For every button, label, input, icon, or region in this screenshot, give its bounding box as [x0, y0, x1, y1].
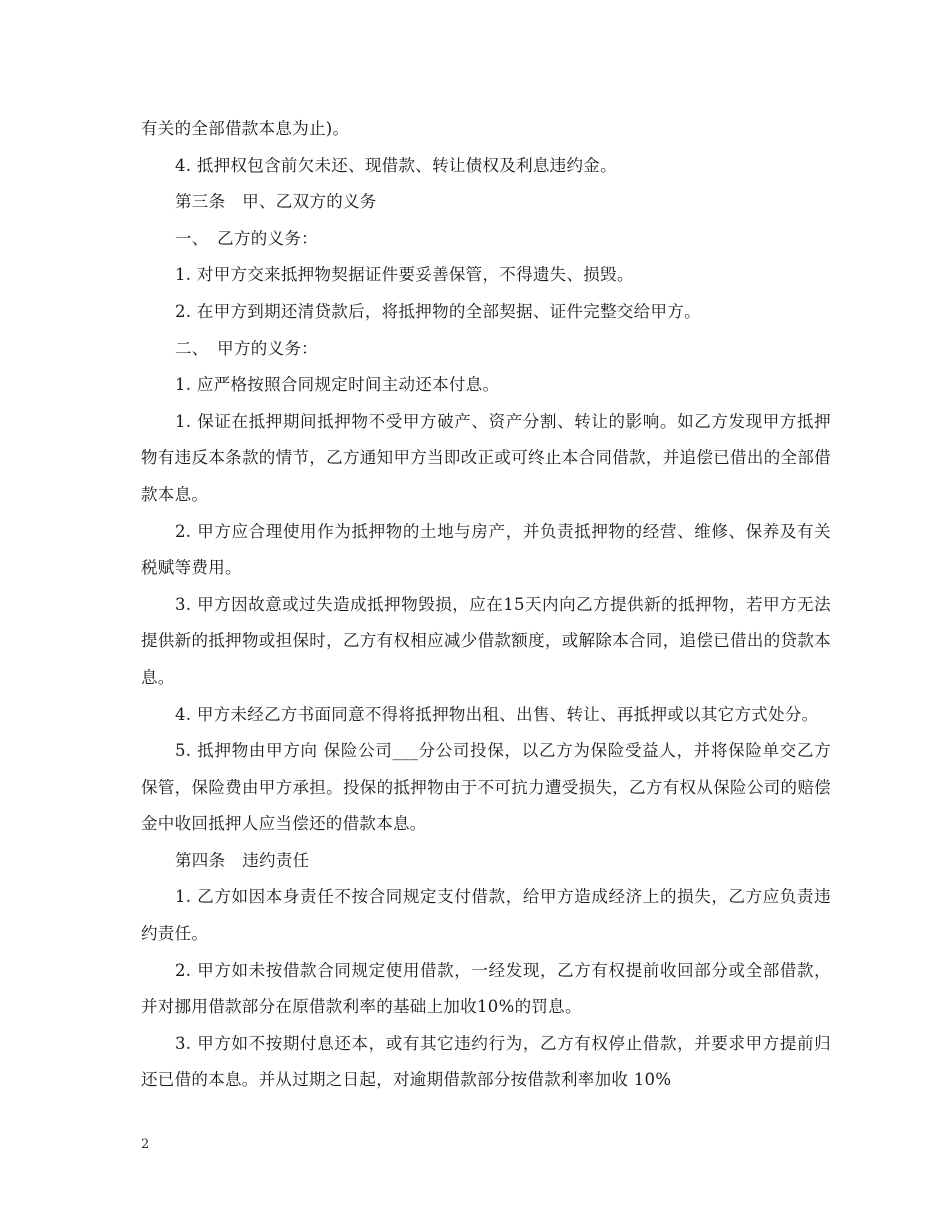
- paragraph: 4. 抵押权包含前欠未还、现借款、转让债权及利息违约金。: [175, 155, 617, 175]
- paragraph: 3. 甲方如不按期付息还本，或有其它违约行为，乙方有权停止借款，并要求甲方提前归还已借的本息。并从过期之日起，对逾期借款部分按借款利率加收 10%: [141, 1033, 831, 1090]
- paragraph: 1. 对甲方交来抵押物契据证件要妥善保管，不得遗失、损毁。: [175, 265, 634, 285]
- paragraph: 2. 甲方应合理使用作为抵押物的土地与房产，并负责抵押物的经营、维修、保养及有关税赋等费用。: [141, 521, 831, 578]
- section-heading: 第四条 违约责任: [175, 850, 310, 870]
- page-number: 2: [141, 1137, 150, 1152]
- paragraph: 5. 抵押物由甲方向 保险公司___分公司投保，以乙方为保险受益人，并将保险单交乙方保管，保险费由甲方承担。投保的抵押物由于不可抗力遭受损失，乙方有权从保险公司的赔偿金中收回抵押人应当偿还的借款本息。: [141, 741, 831, 834]
- subsection-heading: 二、 甲方的义务：: [175, 338, 318, 358]
- paragraph: 1. 应严格按照合同规定时间主动还本付息。: [175, 375, 500, 395]
- paragraph: 2. 甲方如未按借款合同规定使用借款，一经发现，乙方有权提前收回部分或全部借款，并对挪用借款部分在原借款利率的基础上加收10%的罚息。: [141, 960, 831, 1017]
- paragraph: 3. 甲方因故意或过失造成抵押物毁损，应在15天内向乙方提供新的抵押物，若甲方无法提供新的抵押物或担保时，乙方有权相应减少借款额度，或解除本合同，追偿已借出的贷款本息。: [141, 594, 831, 687]
- paragraph: 1. 乙方如因本身责任不按合同规定支付借款，给甲方造成经济上的损失，乙方应负责违约责任。: [141, 887, 831, 944]
- paragraph: 1. 保证在抵押期间抵押物不受甲方破产、资产分割、转让的影响。如乙方发现甲方抵押物有违反本条款的情节，乙方通知甲方当即改正或可终止本合同借款，并追偿已借出的全部借款本息。: [141, 411, 831, 504]
- document-body: [141, 111, 831, 1099]
- paragraph: 有关的全部借款本息为止)。: [141, 119, 350, 138]
- subsection-heading: 一、 乙方的义务：: [175, 228, 318, 248]
- paragraph: 2. 在甲方到期还清贷款后，将抵押物的全部契据、证件完整交给甲方。: [175, 301, 701, 321]
- section-heading: 第三条 甲、乙双方的义务: [175, 192, 377, 212]
- paragraph: 4. 甲方未经乙方书面同意不得将抵押物出租、出售、转让、再抵押或以其它方式处分。: [175, 704, 819, 724]
